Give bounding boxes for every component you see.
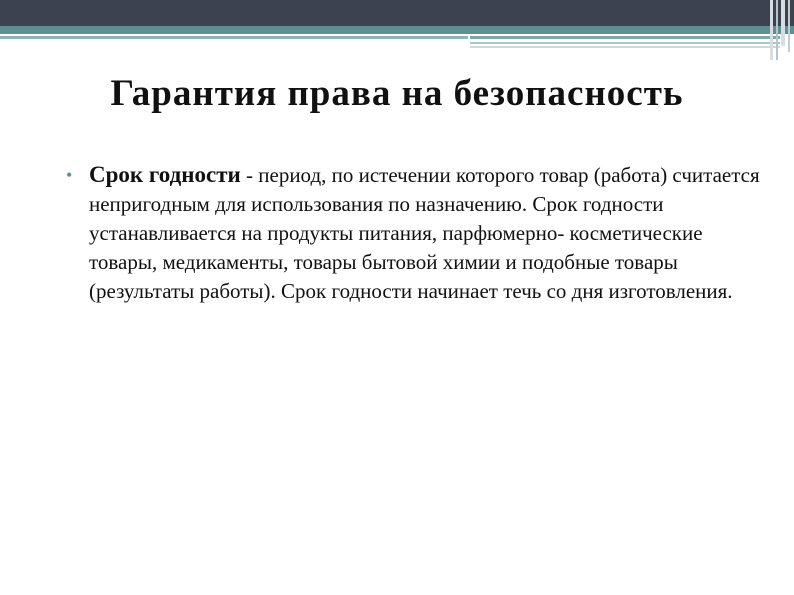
list-item xyxy=(64,160,764,306)
header-band xyxy=(0,0,794,26)
slide-title: Гарантия права на безопасность xyxy=(110,73,684,114)
accent-band xyxy=(0,26,794,34)
bullet-dot-icon: • xyxy=(66,165,73,185)
corner-decoration xyxy=(781,0,785,46)
corner-decoration xyxy=(770,0,773,60)
bullet-term: Срок годности xyxy=(89,162,241,187)
accent-line-left xyxy=(0,36,468,39)
bullet-definition: - период, по истечении которого товар (работа) считается непригодным для использования по назначению. Срок годности устанавливается на продукты питания, парфюмерно- косметические товары, медикаменты, товары бытовой химии и подобные товары (результаты работы). Срок годности начинает течь со дня изготовления. xyxy=(89,163,760,303)
corner-decoration xyxy=(776,0,778,60)
corner-decoration xyxy=(788,0,790,52)
bullet-list xyxy=(64,160,764,306)
accent-line-right xyxy=(470,36,780,48)
